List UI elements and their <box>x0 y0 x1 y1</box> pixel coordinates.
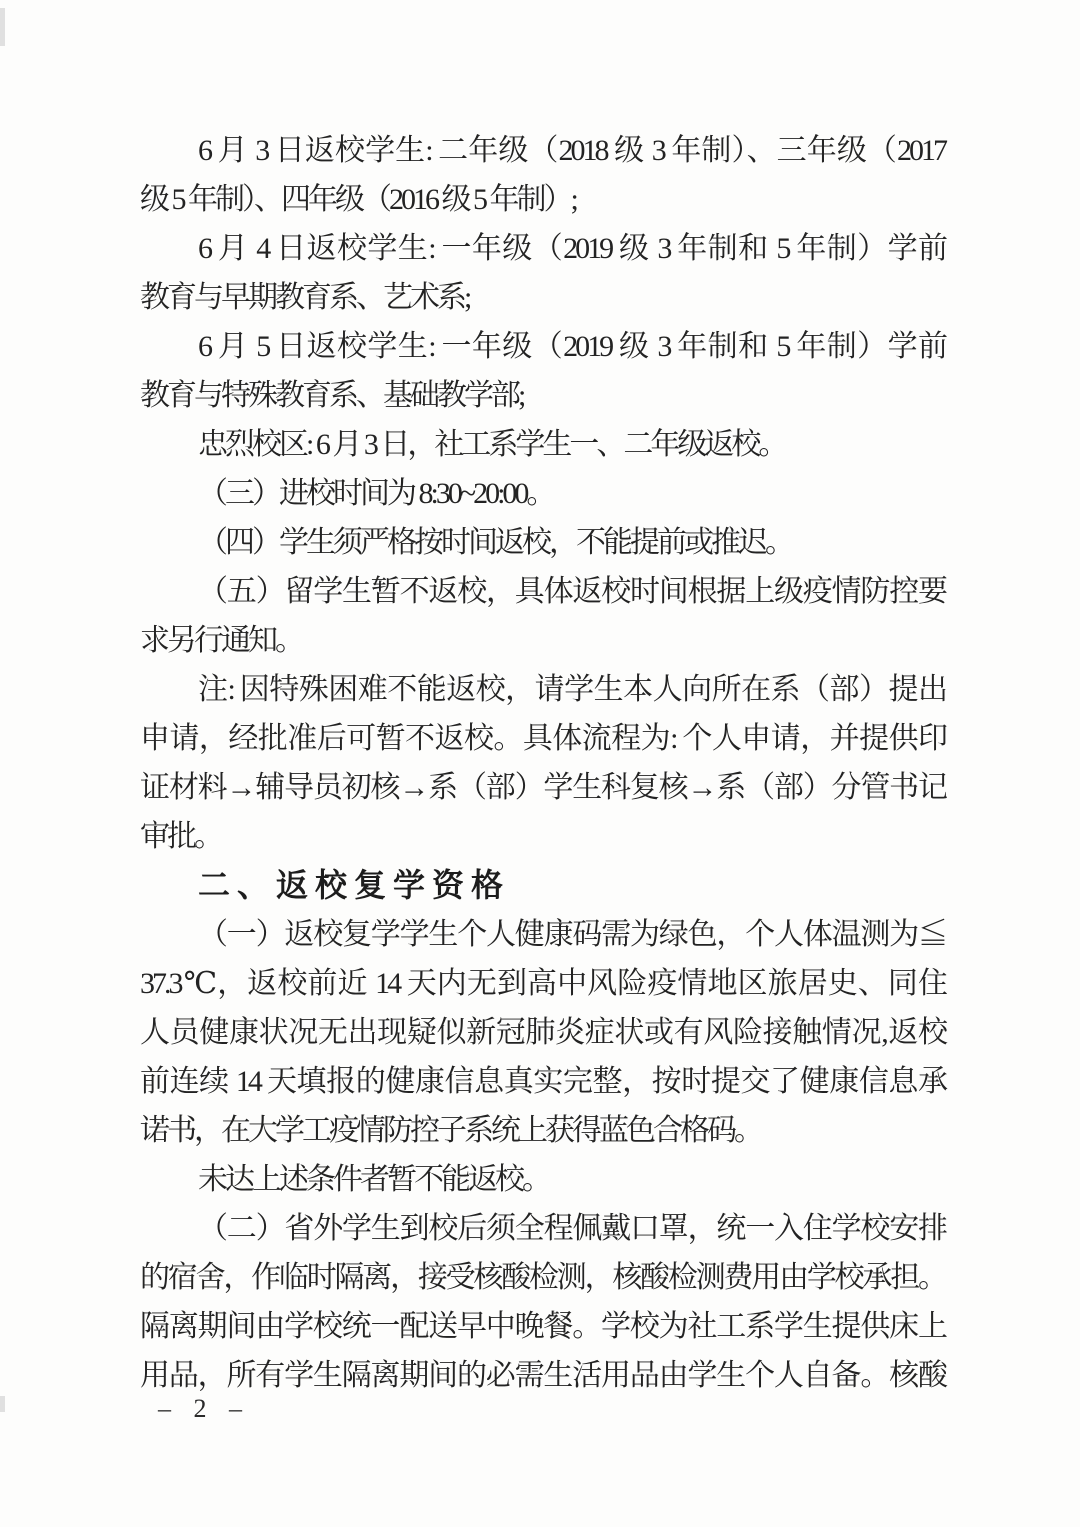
text-line: 诺书，在大学工疫情防控子系统上获得蓝色合格码。 <box>140 1114 761 1147</box>
text-line: 审批。 <box>140 820 221 853</box>
text-line: 级 5 年制）、四年级（2016 级 5 年制）; <box>140 183 576 216</box>
document-body <box>140 126 945 1400</box>
text-line: 申请，经批准后可暂不返校。具体流程为: 个人申请，并提供印 <box>140 722 945 755</box>
text-line: （三）进校时间为 8:30~20:00。 <box>198 477 554 510</box>
text-line: 注: 因特殊困难不能返校，请学生本人向所在系（部）提出 <box>198 673 945 706</box>
text-line: （五）留学生暂不返校，具体返校时间根据上级疫情防控要 <box>198 575 945 608</box>
text-line: 忠烈校区: 6 月 3 日，社工系学生一、二年级返校。 <box>198 428 786 461</box>
text-line: 未达上述条件者暂不能返校。 <box>198 1163 549 1196</box>
text-line: 隔离期间由学校统一配送早中晚餐。学校为社工系学生提供床上 <box>140 1310 945 1343</box>
page-number: – 2 – <box>158 1394 250 1423</box>
text-line: 6 月 3 日返校学生: 二年级（2018 级 3 年制）、三年级（2017 <box>198 134 945 167</box>
text-line: 教育与特殊教育系、基础教学部; <box>140 379 524 412</box>
text-line: 的宿舍，作临时隔离，接受核酸检测，核酸检测费用由学校承担。 <box>140 1261 945 1294</box>
text-line: 用品，所有学生隔离期间的必需生活用品由学生个人自备。核酸 <box>140 1359 945 1392</box>
text-line: （一）返校复学学生个人健康码需为绿色，个人体温测为≦ <box>198 918 945 951</box>
scan-edge-artifact <box>0 8 5 46</box>
text-line: （二）省外学生到校后须全程佩戴口罩，统一入住学校安排 <box>198 1212 945 1245</box>
text-line: 37.3℃，返校前近 14 天内无到高中风险疫情地区旅居史、同住 <box>140 967 945 1000</box>
text-line: 教育与早期教育系、艺术系; <box>140 281 470 314</box>
text-line: 证材料→辅导员初核→系（部）学生科复核→系（部）分管书记 <box>140 771 945 804</box>
text-line: （四）学生须严格按时间返校，不能提前或推迟。 <box>198 526 792 559</box>
section-heading: 二、返校复学资格 <box>198 867 511 903</box>
text-line: 6 月 4 日返校学生: 一年级（2019 级 3 年制和 5 年制）学前 <box>198 232 945 265</box>
scan-edge-artifact <box>0 1396 5 1412</box>
text-line: 求另行通知。 <box>140 624 302 657</box>
text-line: 前连续 14 天填报的健康信息真实完整，按时提交了健康信息承 <box>140 1065 945 1098</box>
text-line: 6 月 5 日返校学生: 一年级（2019 级 3 年制和 5 年制）学前 <box>198 330 945 363</box>
text-line: 人员健康状况无出现疑似新冠肺炎症状或有风险接触情况,返校 <box>140 1016 945 1049</box>
